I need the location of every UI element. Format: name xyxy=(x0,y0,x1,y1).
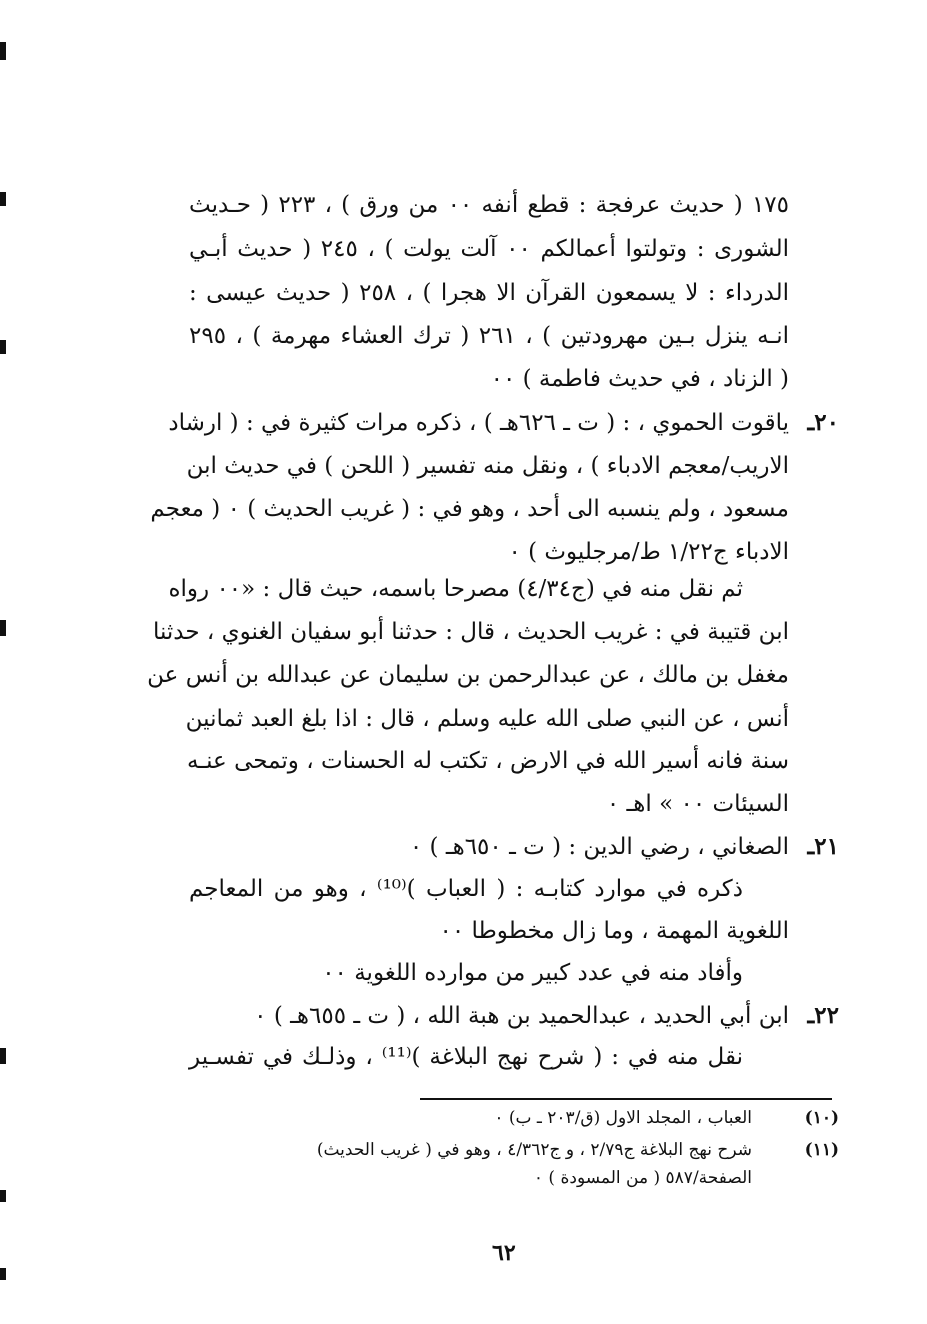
footnote-marker: (١٠) xyxy=(804,1108,839,1128)
body-line: ١٧٥ ( حديث عرفجة : قطع أنفه ٠٠ من ورق ) ، ٢٢٣ ( حـديث xyxy=(189,192,789,218)
footnote-marker: (١١) xyxy=(804,1140,839,1160)
scan-edge-mark xyxy=(0,42,6,60)
body-line: نقل منه في : ( شرح نهج البلاغة )⁽¹¹⁾ ، وذلـك في تفسـير xyxy=(189,1044,744,1070)
scan-edge-mark xyxy=(0,192,6,206)
body-line: انـه ينزل بـين مهرودتين ) ، ٢٦١ ( ترك العشاء مهرمة ) ، ٢٩٥ xyxy=(189,323,789,349)
body-line: الشورى : وتولتوا أعمالكم ٠٠ آلت يولت ) ، ٢٤٥ ( حديث أبـي xyxy=(189,236,789,262)
entry-number: ٢٠ـ xyxy=(807,409,839,436)
body-line: وأفاد منه في عدد كبير من موارده اللغوية ٠٠ xyxy=(322,960,743,986)
body-line: سنة فانه أسير الله في الارض ، تكتب له الحسنات ، وتمحى عنـه xyxy=(187,748,789,774)
footnote-text: العباب ، المجلد الاول (ق/٢٠٣ ـ ب) ٠ xyxy=(494,1108,752,1128)
page-number: ٦٢ xyxy=(492,1240,516,1266)
scan-edge-mark xyxy=(0,1048,6,1064)
body-line: مسعود ، ولم ينسبه الى أحد ، وهو في : ( غريب الحديث ) ٠ ( معجم xyxy=(150,496,789,522)
body-line: أنس ، عن النبي صلى الله عليه وسلم ، قال : اذا بلغ العبد ثمانين xyxy=(185,706,789,732)
body-line: ثم نقل منه في (ج٤/٣٤) مصرحا باسمه، حيث قال : «٠٠ رواه xyxy=(168,576,743,602)
footnote-separator xyxy=(420,1098,832,1100)
body-line: الدرداء : لا يسمعون القرآن الا هجرا ) ، ٢٥٨ ( حديث عيسى : xyxy=(189,280,789,306)
body-line: ابن أبي الحديد ، عبدالحميد بن هبة الله ، ( ت ـ ٦٥٥هـ ) ٠ xyxy=(254,1003,789,1029)
footnote-text: شرح نهج البلاغة ج٢/٧٩ ، و ج٤/٣٦٢ ، وهو في ( غريب الحديث) xyxy=(316,1140,752,1160)
entry-number: ٢٢ـ xyxy=(807,1002,839,1029)
scan-edge-mark xyxy=(0,1190,6,1202)
scan-edge-mark xyxy=(0,1268,6,1280)
body-line: الاريب/معجم الادباء ) ، ونقل منه تفسير ( اللحن ) في حديث ابن xyxy=(186,453,789,479)
scan-edge-mark xyxy=(0,620,6,636)
body-line: ابن قتيبة في : غريب الحديث ، قال : حدثنا أبو سفيان الغنوي ، حدثنا xyxy=(152,619,789,645)
footnote-text: الصفحة/٥٨٧ ( من المسودة ) ٠ xyxy=(533,1168,752,1188)
body-line: مغفل بن مالك ، عن عبدالرحمن بن سليمان عن عبدالله بن أنس عن xyxy=(147,662,789,688)
body-line: اللغوية المهمة ، وما زال مخطوطا ٠٠ xyxy=(439,918,789,944)
body-line: ذكره في موارد كتابـه : ( العباب )⁽¹⁰⁾ ، وهو من المعاجم xyxy=(189,876,743,902)
body-line: الصغاني ، رضي الدين : ( ت ـ ٦٥٠هـ ) ٠ xyxy=(409,834,789,860)
scan-edge-mark xyxy=(0,340,6,354)
body-line: ( الزناد ، في حديث فاطمة ) ٠٠ xyxy=(490,366,789,392)
body-line: ياقوت الحموي ، : ( ت ـ ٦٢٦هـ ) ، ذكره مرات كثيرة في : ( ارشاد xyxy=(168,410,789,436)
entry-number: ٢١ـ xyxy=(807,833,839,860)
body-line: الادباء ج١/٢٢ ط/مرجليوث ) ٠ xyxy=(508,539,789,565)
body-line: السيئات ٠٠ » اهـ ٠ xyxy=(606,791,789,817)
